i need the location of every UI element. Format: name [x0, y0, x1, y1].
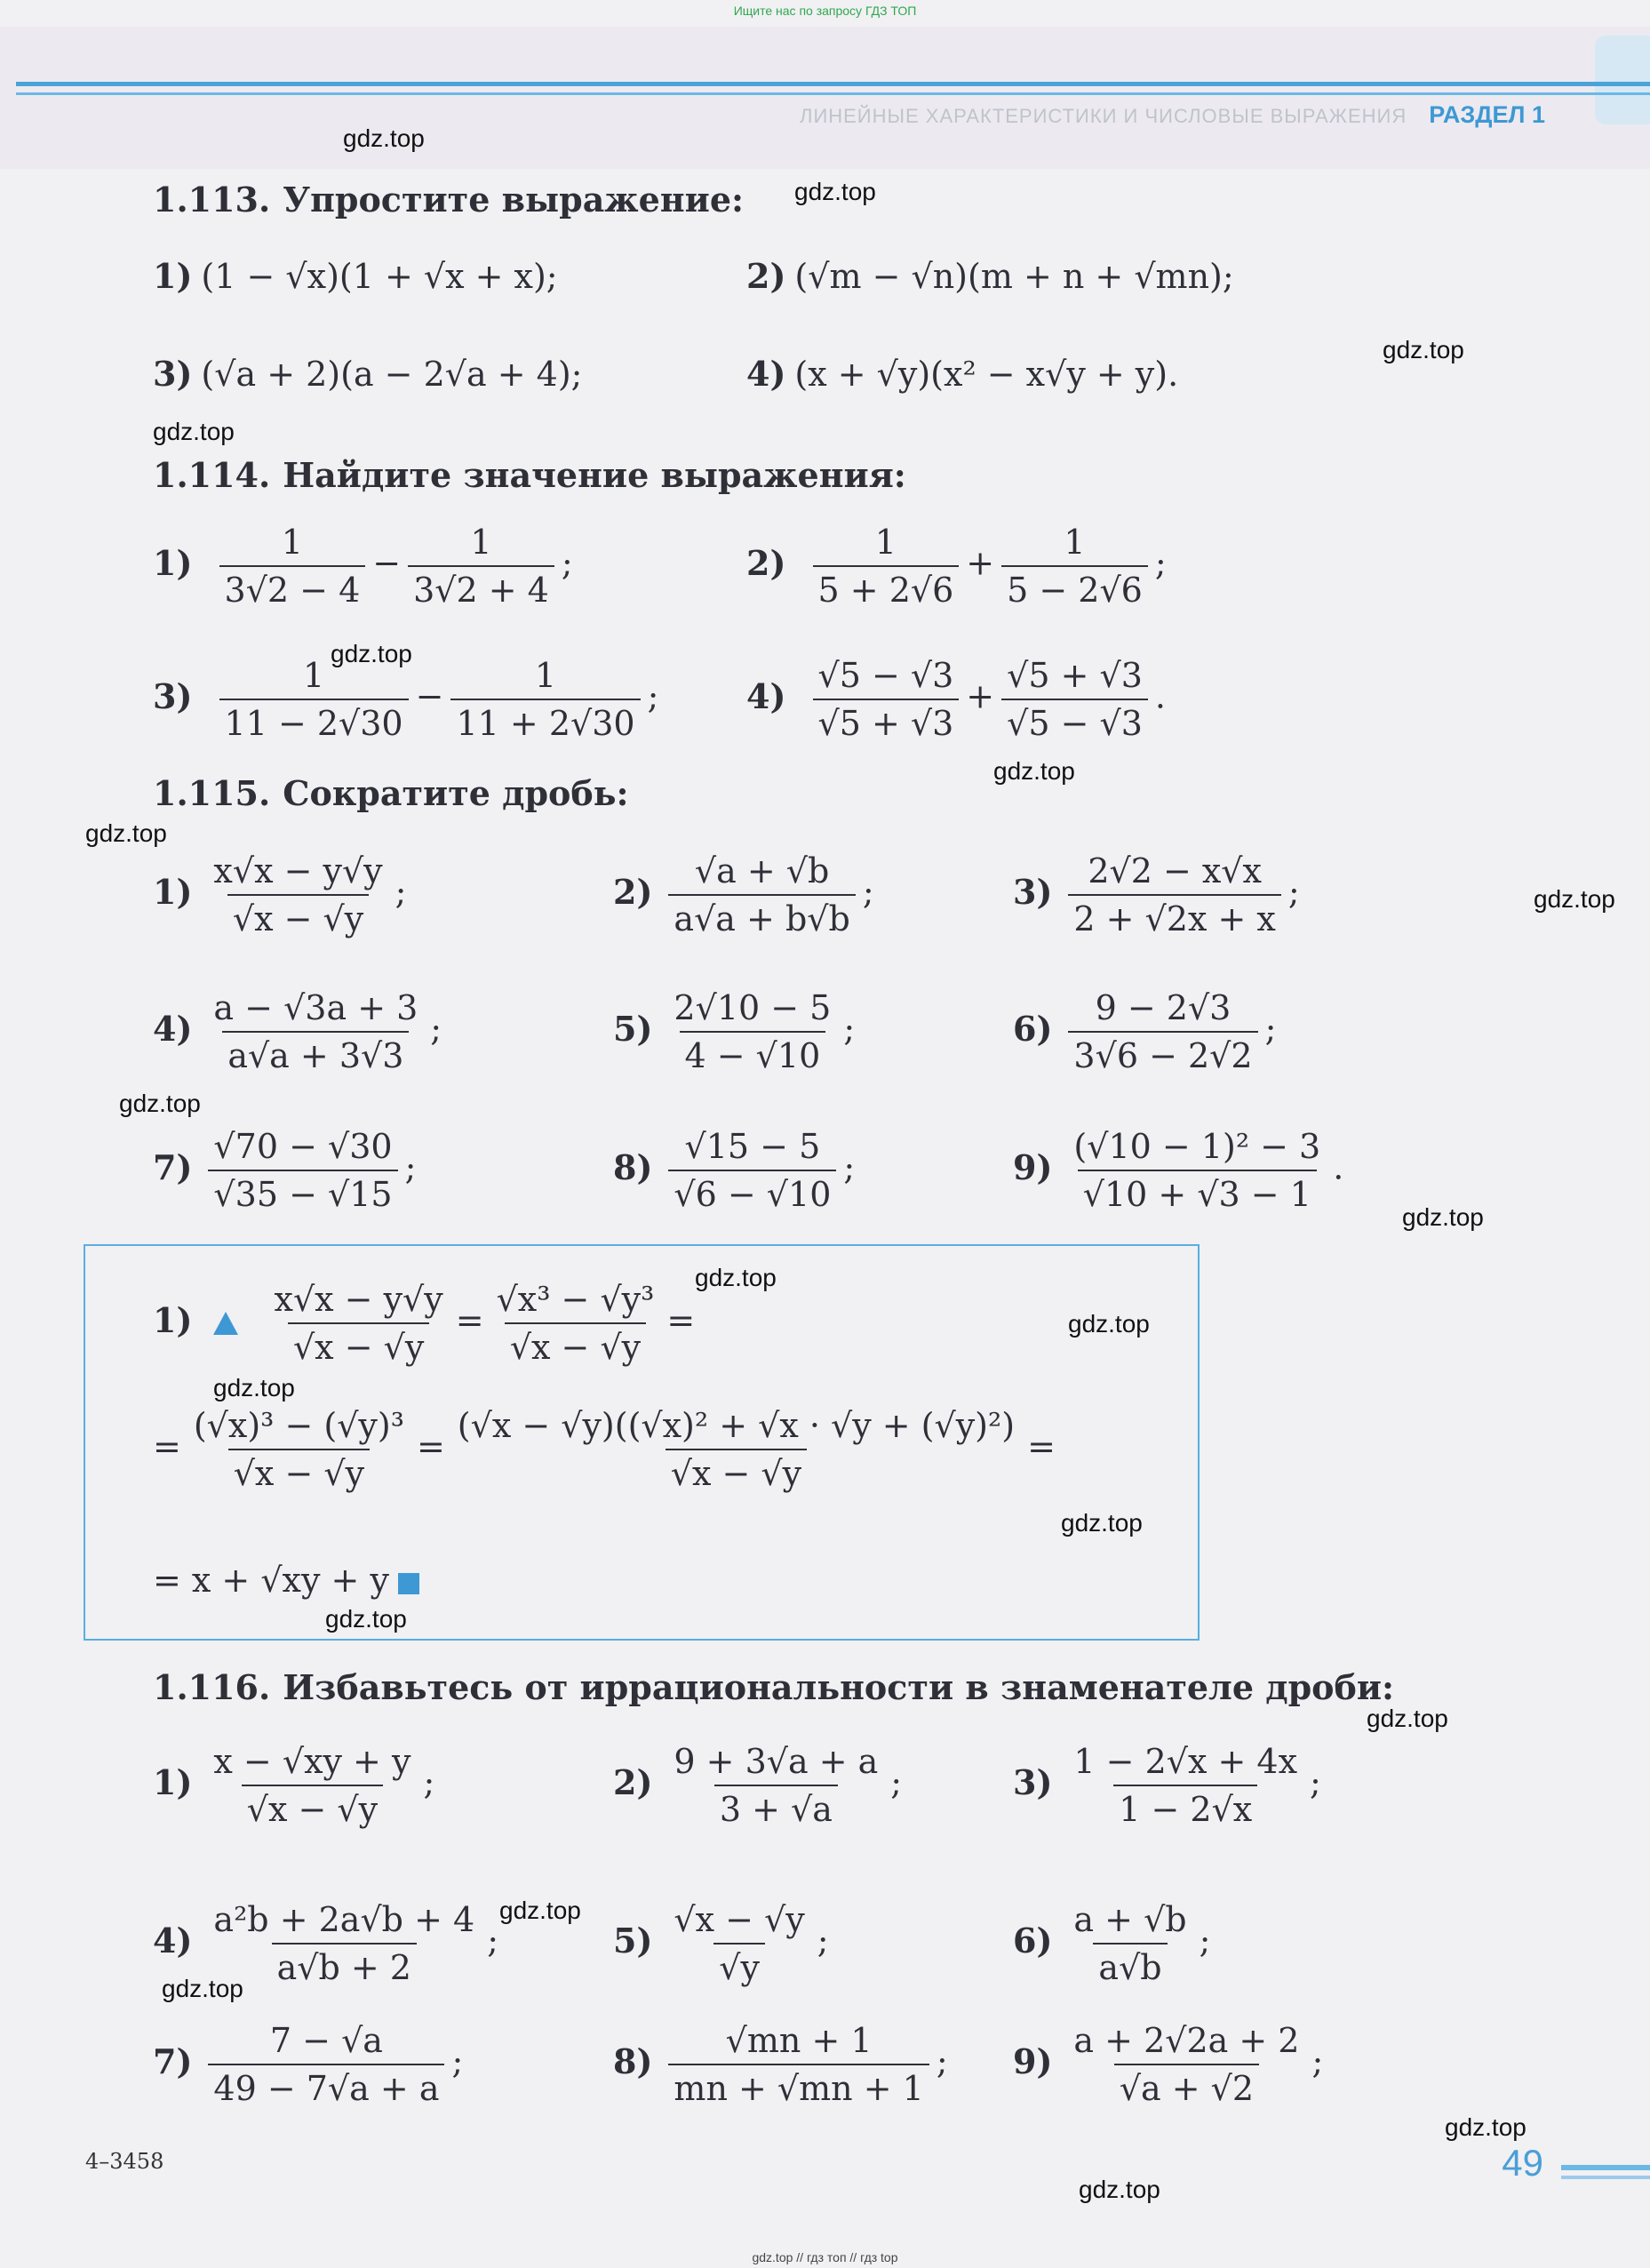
- problem-1-114-item-1: 1) $\frac{1}{3√2 - 4}$ − $\frac{1}{3√2 + 4}$ ;: [153, 523, 573, 610]
- page-number: 49: [1502, 2142, 1543, 2184]
- problem-title: Сократите дробь:: [283, 773, 629, 813]
- problem-1-115-item-9: 9) $\frac{\text{(√10 − 1)² − 3}}{√10 + √3 - 1}$ .: [1013, 1127, 1344, 1214]
- problem-1-116-item-6: 6) $\frac{a + √b}{a√b}$ ;: [1013, 1900, 1211, 1987]
- watermark: gdz.top: [119, 1090, 201, 1117]
- problem-number: 1.114.: [153, 455, 271, 495]
- watermark: gdz.top: [1383, 336, 1464, 363]
- problem-1-113-item-3: 3) (√a + 2)(a − 2√a + 4);: [153, 354, 583, 394]
- watermark: gdz.top: [331, 640, 412, 667]
- problem-1-115-item-6: 6) $\frac{9 - 2√3}{3√6 - 2√2}$ ;: [1013, 988, 1277, 1075]
- solution-end-icon: [398, 1573, 419, 1594]
- watermark: gdz.top: [162, 1975, 243, 2002]
- problem-1-116-item-1: 1) $\frac{x - √xy + y}{√x - √y}$ ;: [153, 1742, 435, 1829]
- footer-rule-thin: [1561, 2176, 1650, 2179]
- problem-1-115-item-8: 8) $\frac{√15 - 5}{√6 - √10}$ ;: [613, 1127, 856, 1214]
- problem-1-114-item-3: 3) $\frac{1}{11 - 2√30}$ − $\frac{1}{11 + 2√30}$ ;: [153, 656, 659, 743]
- bottom-banner: gdz.top // гдз топ // гдз top: [752, 2250, 898, 2264]
- problem-1-115-title: [153, 773, 629, 813]
- problem-1-116-item-3: 3) $\frac{1 - 2√x + 4x}{1 - 2√x}$ ;: [1013, 1742, 1321, 1829]
- problem-1-113-item-2: 2) (√m − √n)(m + n + √mn);: [746, 256, 1234, 296]
- problem-1-116-item-4: 4) $\frac{\text{a²b + 2a√b + 4}}{a√b + 2}$ ;: [153, 1900, 498, 1987]
- problem-1-116-item-7: 7) $\frac{7 - √a}{49 - 7√a + a}$ ;: [153, 2021, 464, 2108]
- watermark: gdz.top: [499, 1897, 581, 1924]
- problem-number: 1.116.: [153, 1667, 271, 1707]
- problem-1-115-item-1: 1) $\frac{x√x - y√y}{√x - √y}$ ;: [153, 851, 407, 938]
- watermark: gdz.top: [325, 1605, 407, 1633]
- problem-1-116-item-5: 5) $\frac{√x - √y}{√y}$ ;: [613, 1900, 829, 1987]
- print-code: 4–3458: [85, 2149, 164, 2174]
- watermark: gdz.top: [1079, 2176, 1160, 2203]
- watermark: gdz.top: [695, 1264, 777, 1291]
- problem-1-116-title: [153, 1667, 1394, 1707]
- problem-1-116-item-9: 9) $\frac{a + 2√2a + 2}{√a + √2}$ ;: [1013, 2021, 1324, 2108]
- solution-line-1: 1) $\frac{x√x - y√y}{√x - √y}$ = $\frac{\text{√x³ − √y³}}{√x - √y}$ =: [153, 1280, 696, 1367]
- watermark: gdz.top: [213, 1374, 295, 1402]
- problem-1-113-item-1: 1) (1 − √x)(1 + √x + x);: [153, 256, 558, 296]
- problem-1-116-item-2: 2) $\frac{9 + 3√a + a}{3 + √a}$ ;: [613, 1742, 903, 1829]
- problem-title: Упростите выражение:: [283, 180, 745, 220]
- section-label: РАЗДЕЛ 1: [1429, 101, 1545, 128]
- running-head: ЛИНЕЙНЫЕ ХАРАКТЕРИСТИКИ И ЧИСЛОВЫЕ ВЫРАЖЕНИЯ: [800, 105, 1407, 127]
- problem-1-113-title: [153, 180, 744, 220]
- problem-1-114-item-4: 4) $\frac{√5 - √3}{√5 + √3}$ + $\frac{√5 + √3}{√5 - √3}$ .: [746, 656, 1167, 743]
- problem-title: Найдите значение выражения:: [283, 455, 906, 495]
- problem-1-113-item-4: 4) (x + √y)(x² − x√y + y).: [746, 354, 1179, 394]
- problem-1-115-item-5: 5) $\frac{2√10 - 5}{4 - √10}$ ;: [613, 988, 856, 1075]
- watermark: gdz.top: [85, 819, 167, 847]
- solution-line-2: = $\frac{\text{(√x)³ − (√y)³}}{√x - √y}$ = $\frac{\text{(√x − √y)((√x)² + √x · √y + (√y)²)}}{√x - √y}$ =: [153, 1406, 1056, 1493]
- watermark: gdz.top: [1402, 1203, 1484, 1231]
- watermark: gdz.top: [1367, 1705, 1448, 1732]
- watermark: gdz.top: [1061, 1509, 1143, 1537]
- problem-1-115-item-2: 2) $\frac{√a + √b}{a√a + b√b}$ ;: [613, 851, 874, 938]
- watermark: gdz.top: [153, 418, 235, 445]
- problem-1-115-item-3: 3) $\frac{2√2 - x√x}{2 + √2x + x}$ ;: [1013, 851, 1300, 938]
- problem-title: Избавьтесь от иррациональности в знаменателе дроби:: [283, 1667, 1395, 1707]
- watermark: gdz.top: [1068, 1310, 1150, 1338]
- solution-line-3: = x + √xy + y: [153, 1561, 419, 1600]
- problem-number: 1.115.: [153, 773, 271, 813]
- top-banner: Ищите нас по запросу ГДЗ ТОП: [733, 4, 917, 18]
- header-rule: [16, 82, 1650, 86]
- problem-1-114-title: [153, 455, 906, 495]
- footer-rule: [1561, 2165, 1650, 2170]
- header-rule-thin: [16, 92, 1650, 95]
- problem-1-116-item-8: 8) $\frac{√mn + 1}{mn + √mn + 1}$ ;: [613, 2021, 948, 2108]
- problem-1-114-item-2: 2) $\frac{1}{5 + 2√6}$ + $\frac{1}{5 - 2√6}$ ;: [746, 523, 1167, 610]
- solution-start-icon: [213, 1312, 238, 1335]
- watermark: gdz.top: [794, 178, 876, 205]
- watermark: gdz.top: [343, 124, 425, 152]
- watermark: gdz.top: [1534, 885, 1615, 913]
- corner-tab: [1595, 36, 1650, 124]
- problem-1-115-item-4: 4) $\frac{a - √3a + 3}{a√a + 3√3}$ ;: [153, 988, 442, 1075]
- watermark: gdz.top: [1445, 2113, 1526, 2141]
- header-band: [0, 27, 1650, 169]
- watermark: gdz.top: [993, 757, 1075, 785]
- problem-number: 1.113.: [153, 180, 271, 220]
- problem-1-115-item-7: 7) $\frac{√70 - √30}{√35 - √15}$ ;: [153, 1127, 417, 1214]
